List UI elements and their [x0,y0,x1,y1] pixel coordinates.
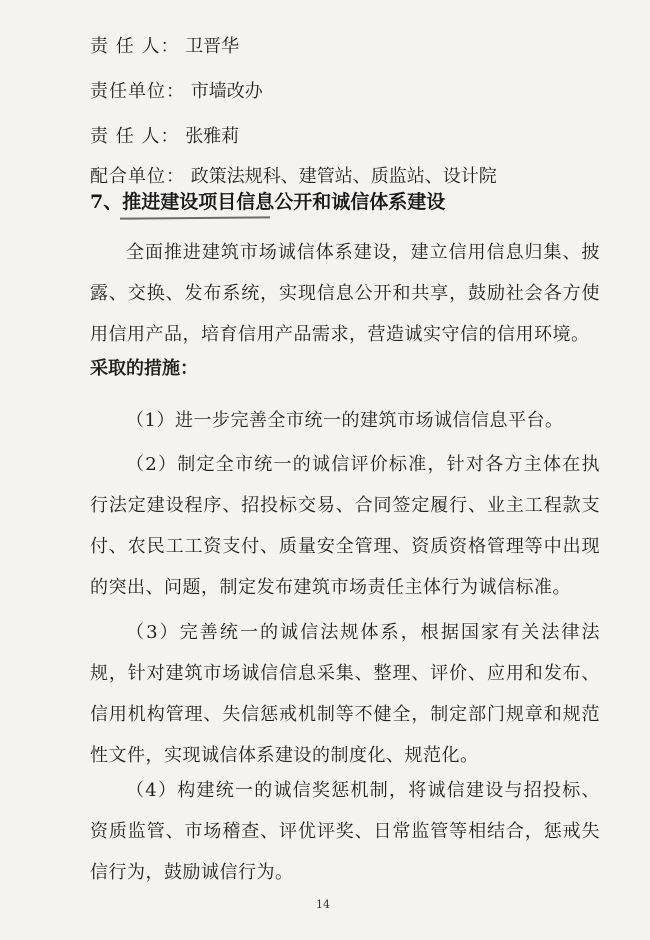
responsible-person-1-label: 责 任 人： [90,36,180,57]
section-7-title: 7、推进建设项目信息公开和诚信体系建设 [90,191,446,213]
responsible-unit-line [90,80,263,104]
measure-4: （4）构建统一的诚信奖惩机制，将诚信建设与招投标、资质监管、市场稽查、评优评奖、日常监管等相结合，惩戒失信行为，鼓励诚信行为。 [90,780,600,883]
page-number: 14 [316,898,330,911]
section-7-title-underline [120,216,270,219]
responsible-person-1-value: 卫晋华 [185,36,240,57]
responsible-person-2-value: 张雅莉 [185,126,240,147]
measure-2: （2）制定全市统一的诚信评价标准，针对各方主体在执行法定建设程序、招投标交易、合同签定履行、业主工程款支付、农民工工资支付、质量安全管理、资质资格管理等中出现的突出、问题，制定发布建筑市场责任主体行为诚信标准。 [90,454,600,598]
responsible-person-2-line [90,125,239,149]
responsible-unit-label: 责任单位： [90,81,185,102]
coordinating-unit-label: 配合单位： [90,166,185,187]
responsible-person-2-label: 责 任 人： [90,126,180,147]
responsible-person-1-line [90,35,239,59]
coordinating-unit-value: 政策法规科、建管站、质监站、设计院 [190,166,497,187]
coordinating-unit-line [90,165,497,189]
measure-3: （3）完善统一的诚信法规体系，根据国家有关法律法规，针对建筑市场诚信信息采集、整理、评价、应用和发布、信用机构管理、失信惩戒机制等不健全，制定部门规章和规范性文件，实现诚信体系建设的制度化、规范化。 [90,622,600,766]
section-7-intro: 全面推进建筑市场诚信体系建设，建立信用信息归集、披露、交换、发布系统，实现信息公开和共享，鼓励社会各方使用信用产品，培育信用产品需求，营造诚实守信的信用环境。 [90,242,600,345]
measure-1: （1）进一步完善全市统一的建筑市场诚信信息平台。 [126,410,564,431]
responsible-unit-value: 市墙改办 [190,81,263,102]
measures-heading: 采取的措施： [90,358,198,379]
